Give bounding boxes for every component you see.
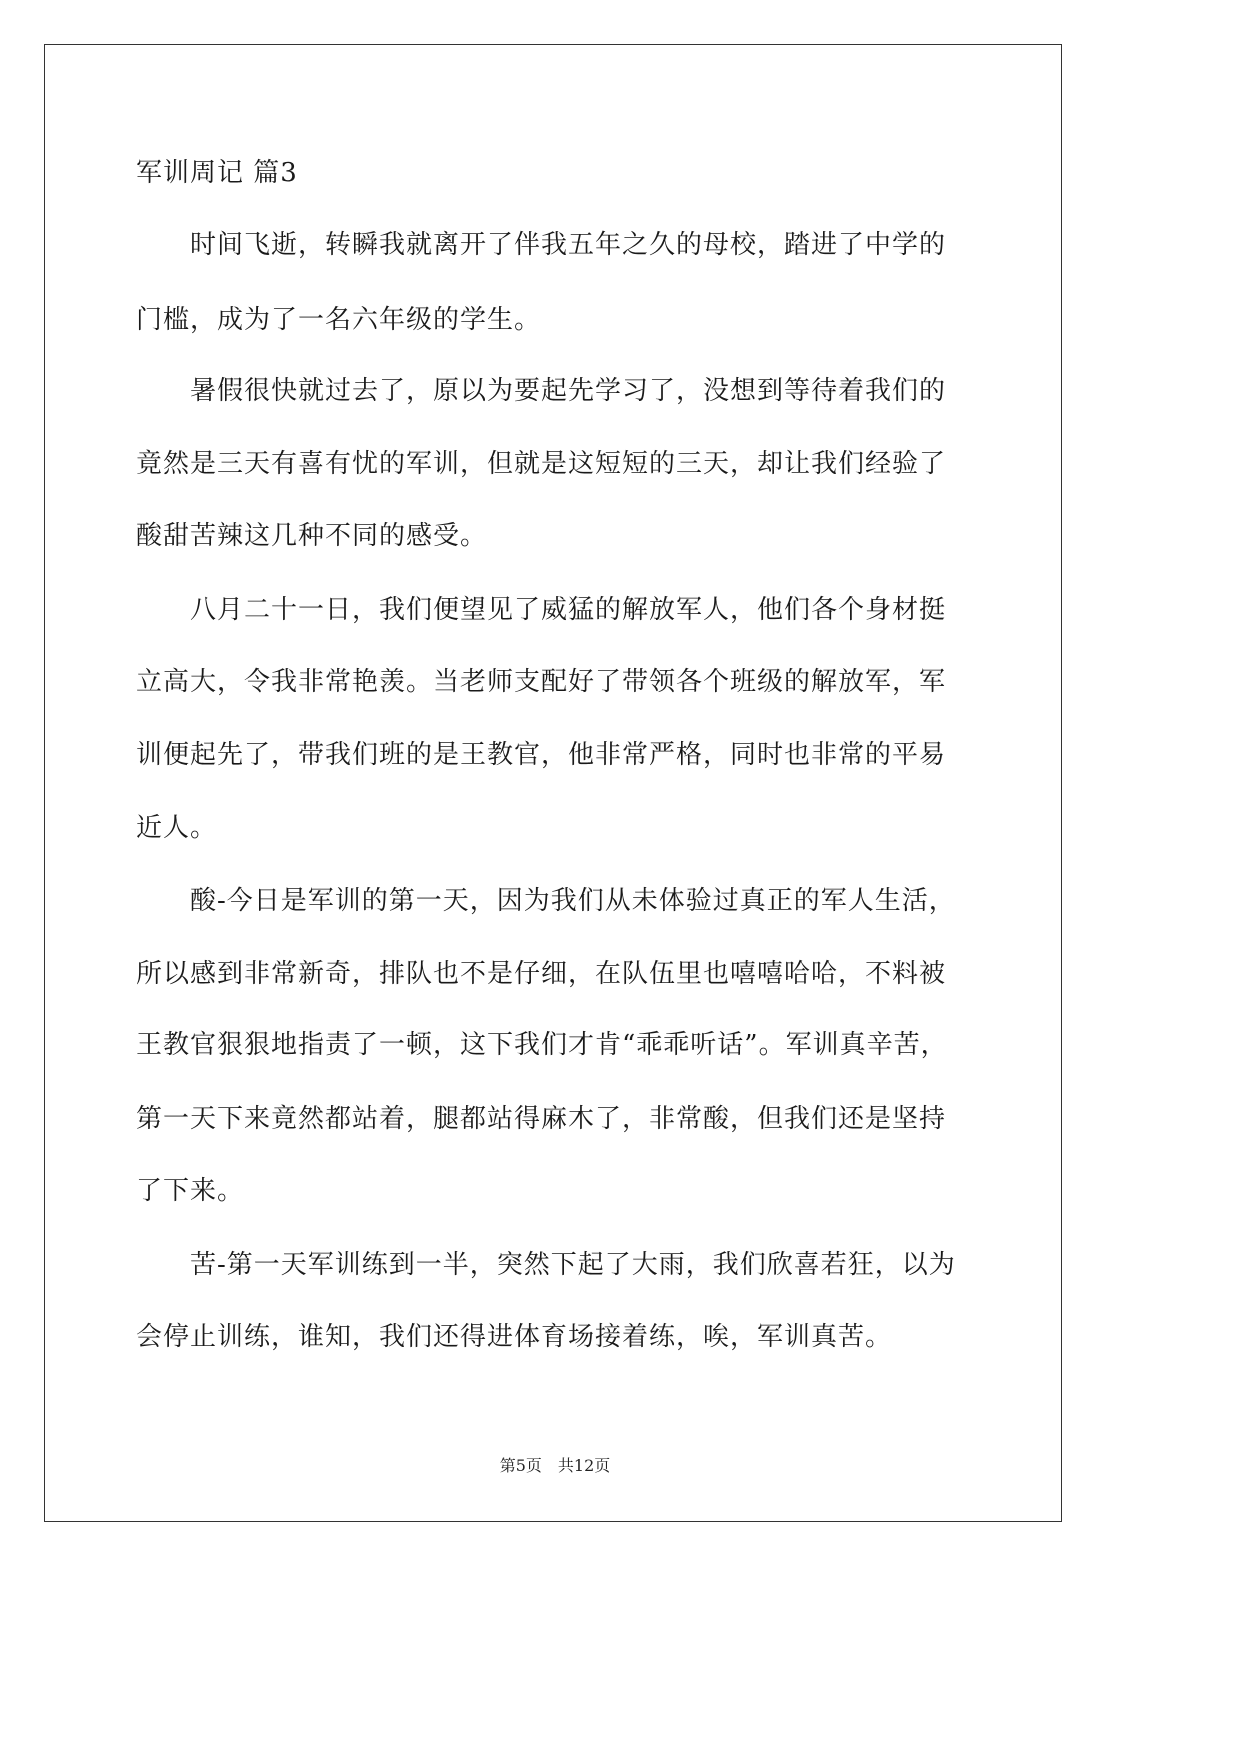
paragraph-line: 时间飞逝，转瞬我就离开了伴我五年之久的母校，踏进了中学的 [136,230,947,260]
paragraph-line: 近人。 [136,813,218,843]
paragraph-line: 训便起先了，带我们班的是王教官，他非常严格，同时也非常的平易 [136,740,947,770]
page-total: 共12页 [557,1456,611,1475]
paragraph-line: 酸甜苦辣这几种不同的感受。 [136,521,488,551]
paragraph-line: 所以感到非常新奇，排队也不是仔细，在队伍里也嘻嘻哈哈，不料被 [136,959,947,989]
paragraph-line: 了下来。 [136,1176,245,1206]
page-footer [0,1456,1110,1476]
paragraph-line: 八月二十一日，我们便望见了威猛的解放军人，他们各个身材挺 [136,595,947,625]
page-number: 第5页 [499,1456,542,1475]
paragraph-line: 会停止训练，谁知，我们还得进体育场接着练，唉，军训真苦。 [136,1322,893,1352]
paragraph-line: 王教官狠狠地指责了一顿，这下我们才肯“乖乖听话”。军训真辛苦， [136,1030,948,1060]
paragraph-line: 竟然是三天有喜有忧的军训，但就是这短短的三天，却让我们经验了 [136,449,947,479]
paragraph-line: 酸-今日是军训的第一天，因为我们从未体验过真正的军人生活， [136,886,956,916]
paragraph-line: 立高大，令我非常艳羡。当老师支配好了带领各个班级的解放军，军 [136,667,947,697]
paragraph-line: 第一天下来竟然都站着，腿都站得麻木了，非常酸，但我们还是坚持 [136,1104,947,1134]
paragraph-line: 门槛，成为了一名六年级的学生。 [136,305,542,335]
page-frame [44,44,1062,1522]
paragraph-line: 暑假很快就过去了，原以为要起先学习了，没想到等待着我们的 [136,376,947,406]
document-title: 军训周记 篇3 [136,158,298,188]
paragraph-line: 苦-第一天军训练到一半，突然下起了大雨，我们欣喜若狂，以为 [136,1250,956,1280]
